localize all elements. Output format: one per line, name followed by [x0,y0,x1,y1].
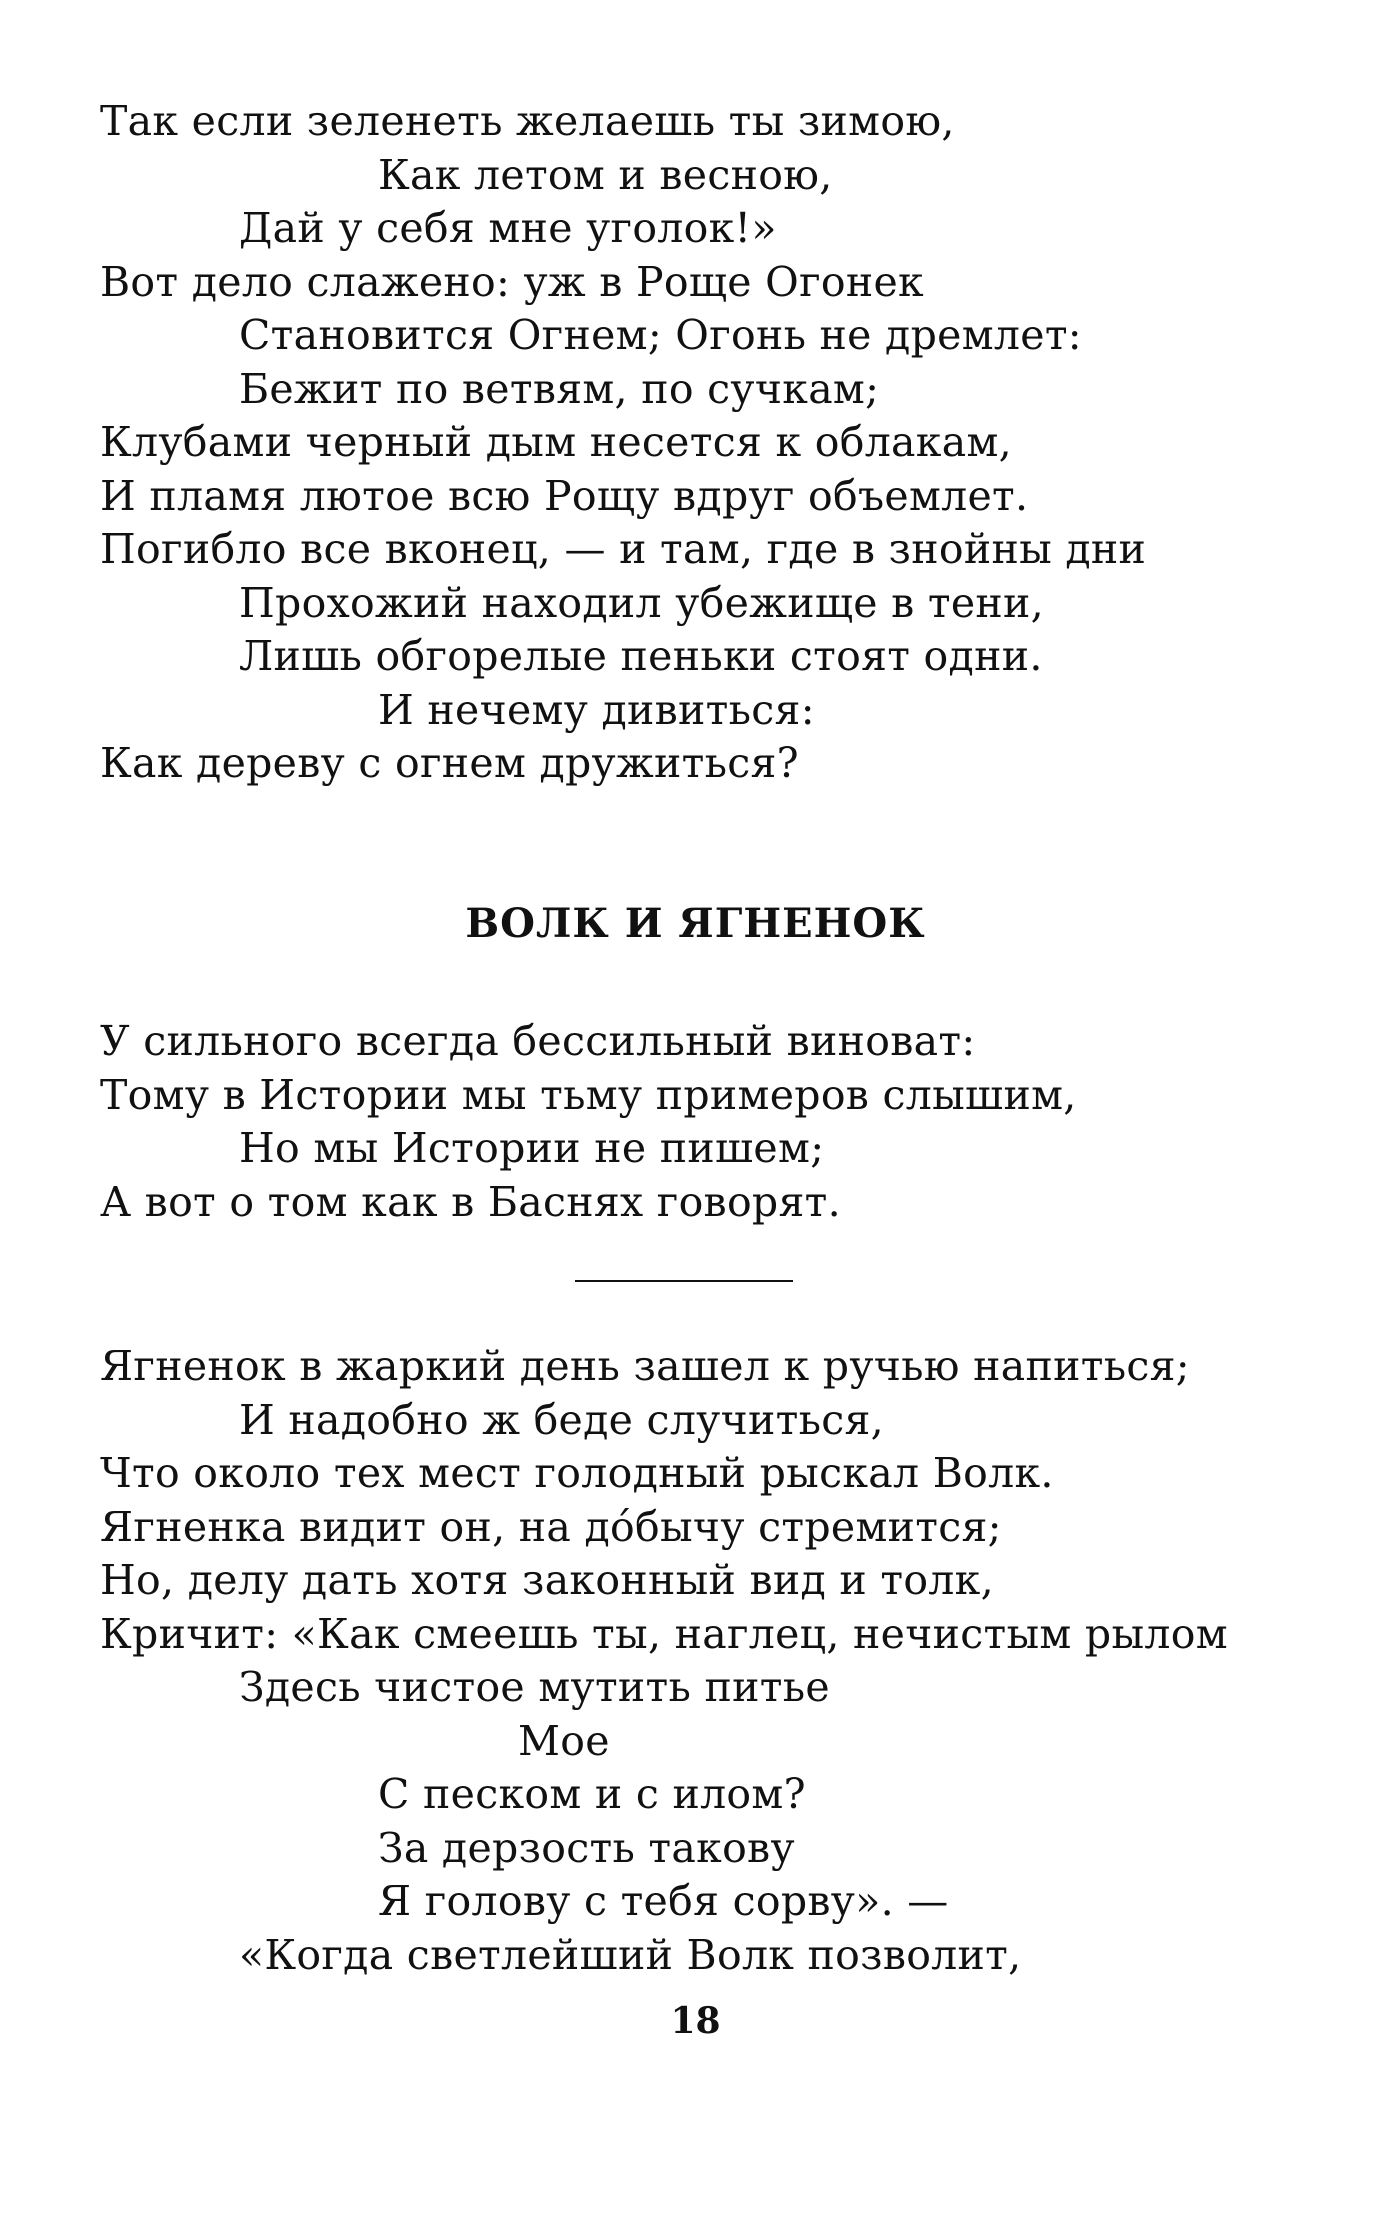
poem-stanza-1 [100,95,1340,791]
section-divider [575,1280,793,1282]
verse-line: А вот о том как в Баснях говорят. [100,1177,841,1226]
verse-line: И нечему дивиться: [378,685,815,734]
verse-line: Как летом и весною, [378,150,833,199]
verse-line: Клубами черный дым несется к облакам, [100,418,1012,466]
fable-body-stanza [100,1340,1340,1982]
verse-line: Кричит: «Как смеешь ты, наглец, нечистым рылом [100,1609,1228,1658]
verse-line: Как дереву с огнем дружиться? [100,739,799,787]
verse-line: Так если зеленеть желаешь ты зимою, [100,97,955,145]
verse-line: Вот дело слажено: уж в Роще Огонек [100,257,924,306]
verse-line: Ягненок в жаркий день зашел к ручью напиться; [100,1342,1190,1390]
verse-line: Ягненка видит он, на до́бычу стремится; [100,1502,1002,1551]
verse-line: «Когда светлейший Волк позволит, [239,1930,1022,1979]
verse-line: Мое [518,1716,610,1765]
verse-line: Прохожий находил убежище в тени, [239,578,1044,627]
fable-moral-stanza [100,1015,1340,1229]
verse-line: И пламя лютое всю Рощу вдруг объемлет. [100,471,1029,520]
verse-line: С песком и с илом? [378,1770,806,1818]
verse-line: Но мы Истории не пишем; [239,1124,825,1172]
verse-line: Здесь чистое мутить питье [239,1663,830,1711]
verse-line: За дерзость такову [378,1823,795,1872]
verse-line: Лишь обгорелые пеньки стоят одни. [239,632,1043,680]
page-number: 18 [670,2000,721,2042]
verse-line: Я голову с тебя сорву». — [378,1877,949,1925]
verse-line: Дай у себя мне уголок!» [239,204,777,252]
fable-title: ВОЛК И ЯГНЕНОК [465,900,926,947]
verse-line: Что около тех мест голодный рыскал Волк. [100,1449,1054,1497]
verse-line: Тому в Истории мы тьму примеров слышим, [100,1070,1077,1119]
verse-line: У сильного всегда бессильный виноват: [100,1017,976,1065]
verse-line: Погибло все вконец, — и там, где в знойны дни [100,525,1147,573]
verse-line: Становится Огнем; Огонь не дремлет: [239,311,1082,359]
verse-line: Но, делу дать хотя законный вид и толк, [100,1556,994,1604]
verse-line: Бежит по ветвям, по сучкам; [239,364,880,413]
verse-line: И надобно ж беде случиться, [239,1395,884,1444]
